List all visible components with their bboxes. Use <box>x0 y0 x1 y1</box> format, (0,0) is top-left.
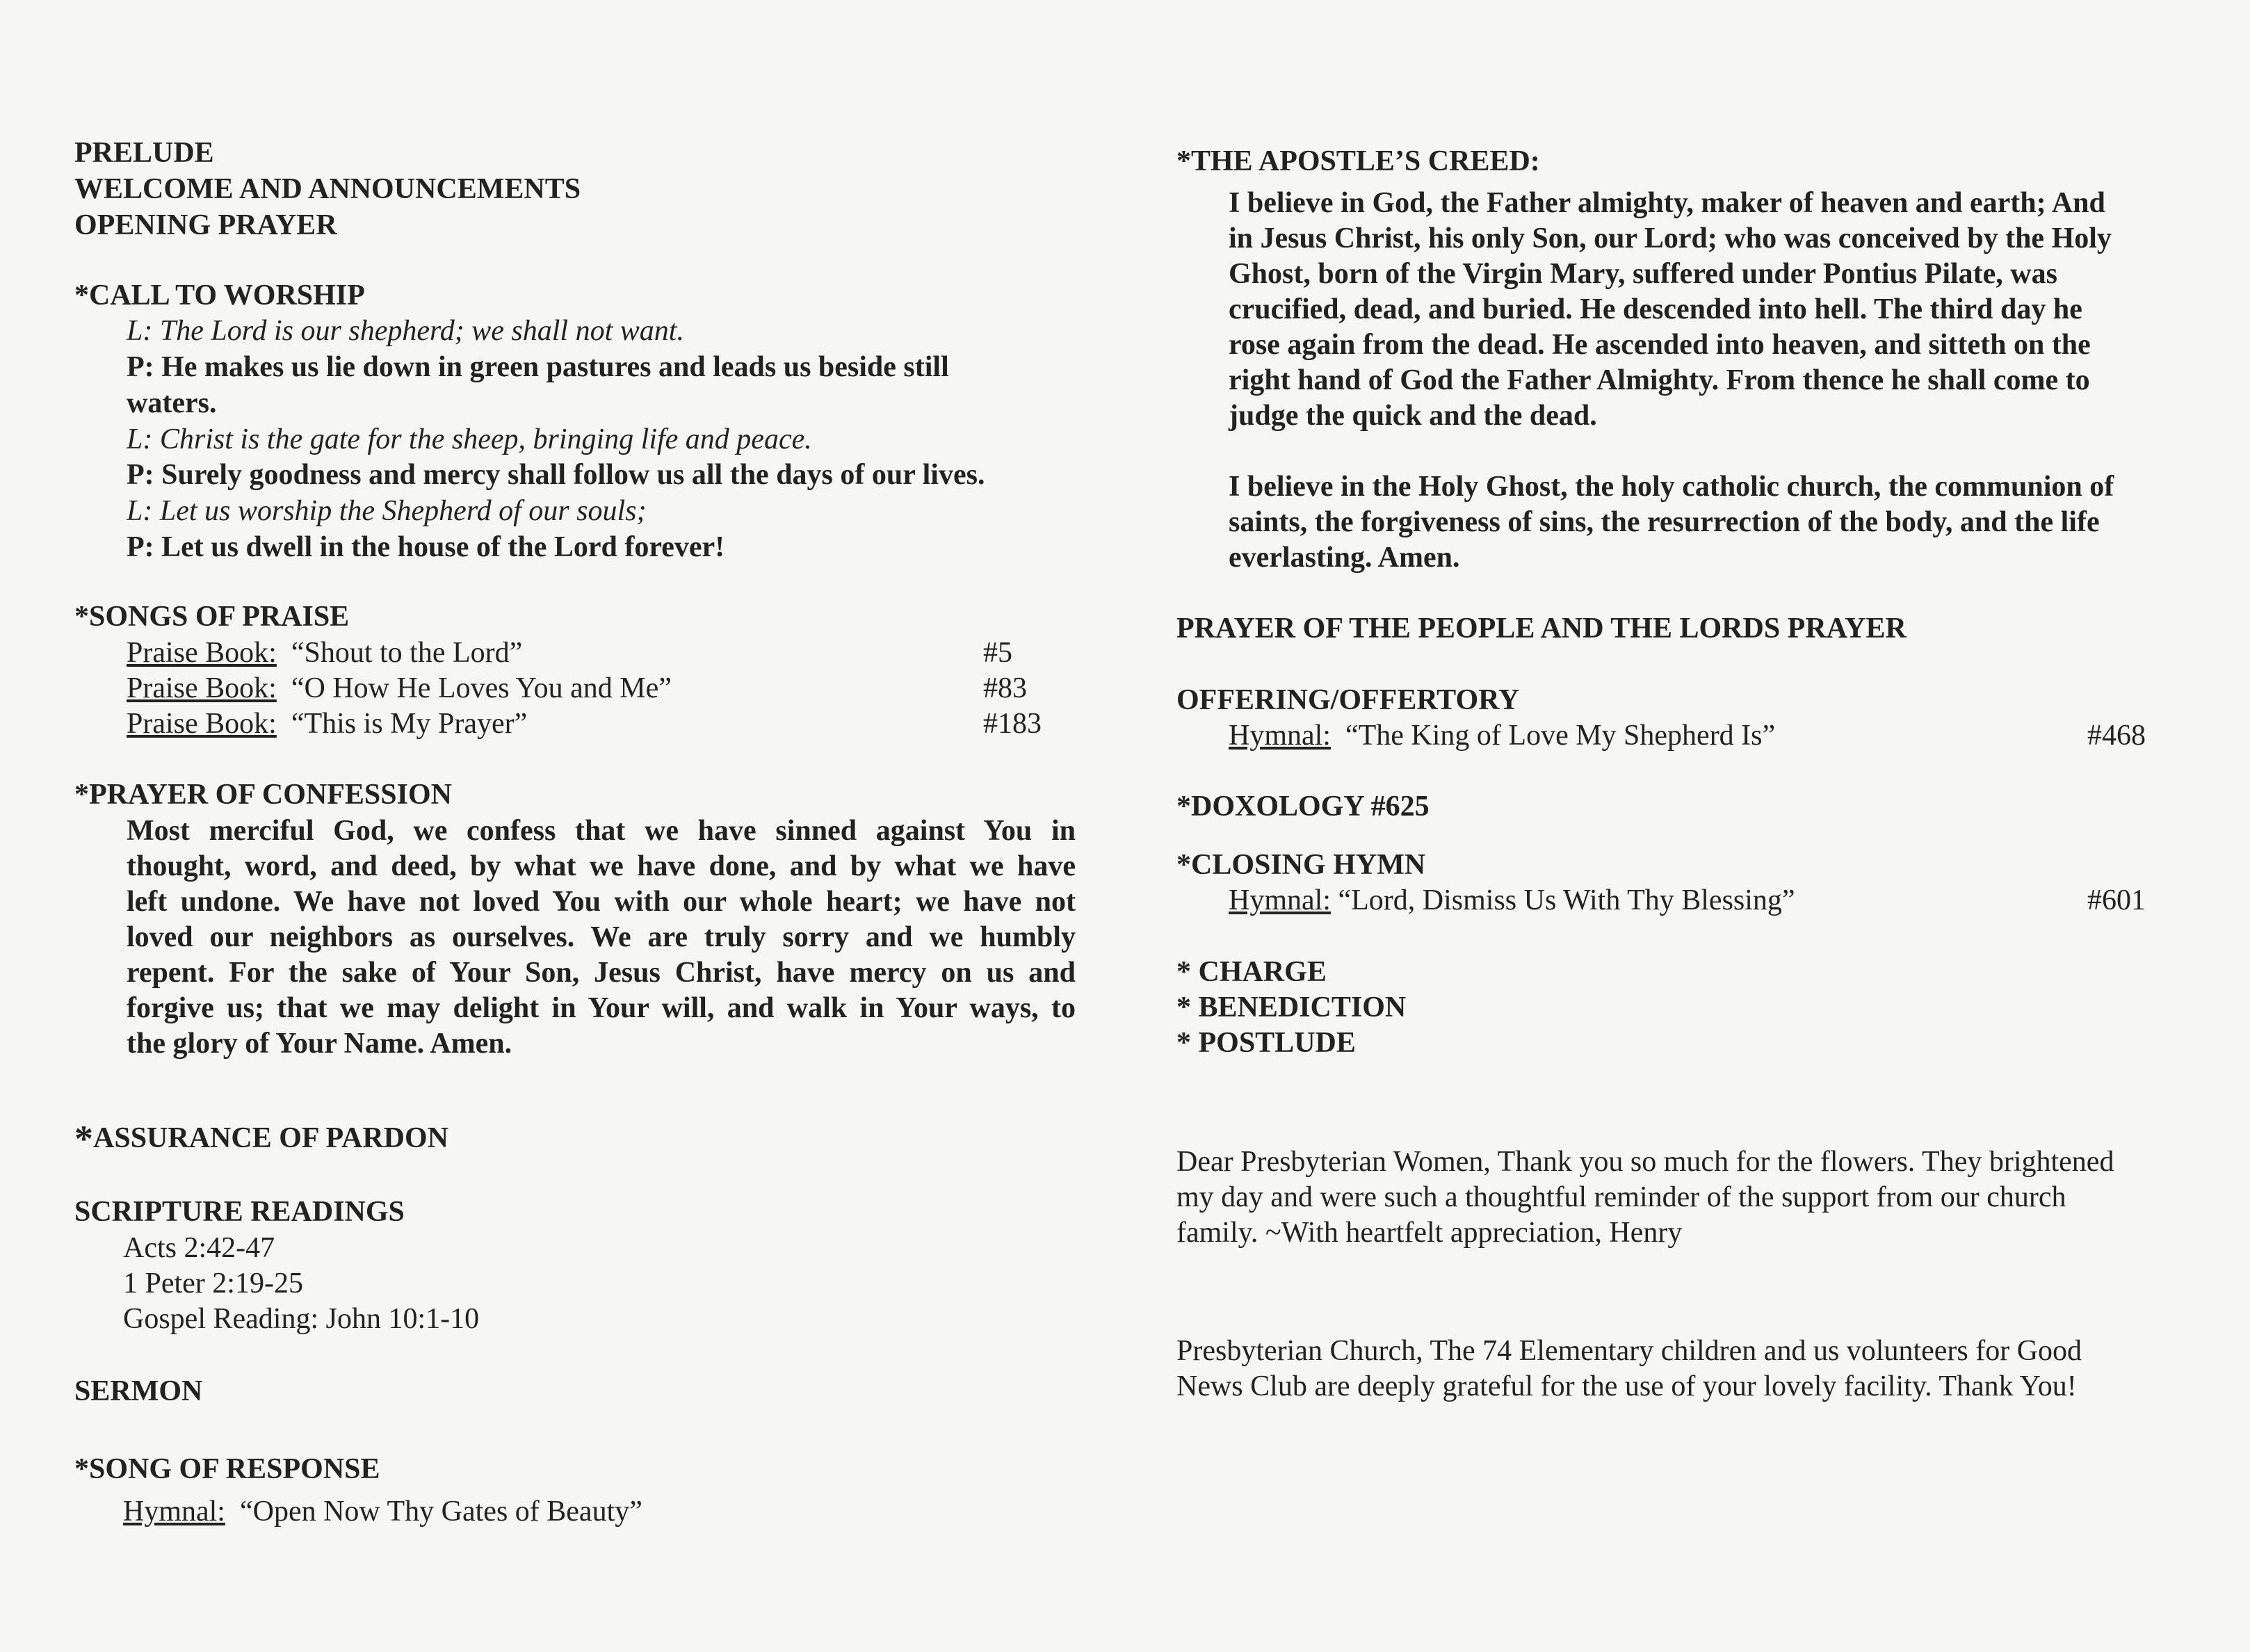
confession-line: loved our neighbors as ourselves. We are truly sorry and we humbly <box>127 921 1076 953</box>
praise-song-row <box>127 635 522 670</box>
closing-hymn-heading: *CLOSING HYMN <box>1176 849 1426 881</box>
confession-line: the glory of Your Name. Amen. <box>127 1028 512 1060</box>
scripture-reading: Gospel Reading: John 10:1-10 <box>123 1303 480 1335</box>
leader-line-3: L: Let us worship the Shepherd of our souls; <box>127 495 647 527</box>
prayer-of-people-heading: PRAYER OF THE PEOPLE AND THE LORDS PRAYER <box>1176 613 1907 645</box>
praise-song-number: #83 <box>983 672 1027 704</box>
people-line-1b: waters. <box>127 387 217 419</box>
doxology-heading: *DOXOLOGY #625 <box>1176 791 1430 823</box>
creed-line: rose again from the dead. He ascended into heaven, and sitteth on the <box>1229 329 2091 361</box>
hymnal-label: Hymnal: <box>1229 884 1331 916</box>
call-to-worship-heading: *CALL TO WORSHIP <box>74 280 365 311</box>
songs-of-praise-heading: *SONGS OF PRAISE <box>74 601 350 633</box>
benediction-heading: * BENEDICTION <box>1176 991 1407 1023</box>
response-hymn-row <box>123 1494 642 1529</box>
thank-you-note-line: family. ~With heartfelt appreciation, Henry <box>1176 1217 1683 1249</box>
confession-line: forgive us; that we may delight in Your will, and walk in Your ways, to <box>127 992 1076 1024</box>
scripture-reading: Acts 2:42-47 <box>123 1232 275 1264</box>
creed-line: judge the quick and the dead. <box>1229 400 1597 432</box>
praise-song-title: “O How He Loves You and Me” <box>291 672 672 704</box>
praise-book-label: Praise Book: <box>127 637 277 669</box>
confession-heading: *PRAYER OF CONFESSION <box>74 779 452 811</box>
scripture-reading: 1 Peter 2:19-25 <box>123 1268 303 1299</box>
assurance-star: * <box>74 1118 93 1160</box>
closing-hymn-number: #601 <box>2087 884 2146 916</box>
hymnal-label: Hymnal: <box>123 1496 225 1528</box>
creed-line: I believe in the Holy Ghost, the holy catholic church, the communion of <box>1229 471 2114 503</box>
offering-hymn-number: #468 <box>2087 720 2146 752</box>
people-line-3: P: Let us dwell in the house of the Lord forever! <box>127 531 725 563</box>
people-line-2: P: Surely goodness and mercy shall follow us all the days of our lives. <box>127 459 985 491</box>
creed-line: saints, the forgiveness of sins, the resurrection of the body, and the life <box>1229 506 2100 538</box>
thank-you-note-line: Dear Presbyterian Women, Thank you so much for the flowers. They brightened <box>1176 1146 2114 1178</box>
praise-song-row <box>127 671 672 706</box>
confession-line: left undone. We have not loved You with our whole heart; we have not <box>127 886 1076 918</box>
praise-song-title: “Shout to the Lord” <box>291 637 523 669</box>
postlude-heading: * POSTLUDE <box>1176 1027 1356 1059</box>
praise-song-number: #5 <box>983 637 1012 669</box>
creed-heading: *THE APOSTLE’S CREED: <box>1176 145 1540 177</box>
leader-line-2: L: Christ is the gate for the sheep, bringing life and peace. <box>127 423 812 455</box>
creed-line: Ghost, born of the Virgin Mary, suffered under Pontius Pilate, was <box>1229 258 2057 290</box>
charge-heading: * CHARGE <box>1176 956 1327 988</box>
response-hymn-title: “Open Now Thy Gates of Beauty” <box>239 1496 642 1528</box>
welcome-heading: WELCOME AND ANNOUNCEMENTS <box>74 173 581 205</box>
offering-heading: OFFERING/OFFERTORY <box>1176 684 1520 716</box>
scripture-heading: SCRIPTURE READINGS <box>74 1196 405 1228</box>
praise-song-row <box>127 706 527 741</box>
offering-hymn-title: “The King of Love My Shepherd Is” <box>1345 720 1776 752</box>
closing-hymn-row <box>1229 883 1795 918</box>
praise-song-title: “This is My Prayer” <box>291 708 528 740</box>
creed-line: right hand of God the Father Almighty. From thence he shall come to <box>1229 364 2090 396</box>
good-news-club-note-line: Presbyterian Church, The 74 Elementary children and us volunteers for Good <box>1176 1335 2082 1367</box>
song-of-response-heading: *SONG OF RESPONSE <box>74 1453 380 1485</box>
people-line-1a: P: He makes us lie down in green pastures and leads us beside still <box>127 351 949 383</box>
closing-hymn-title: “Lord, Dismiss Us With Thy Blessing” <box>1338 884 1795 916</box>
good-news-club-note-line: News Club are deeply grateful for the use of your lovely facility. Thank You! <box>1176 1370 2077 1402</box>
praise-book-label: Praise Book: <box>127 672 277 704</box>
thank-you-note-line: my day and were such a thoughtful reminder of the support from our church <box>1176 1181 2066 1213</box>
creed-line: in Jesus Christ, his only Son, our Lord; who was conceived by the Holy <box>1229 222 2112 254</box>
assurance-heading <box>74 1118 449 1160</box>
creed-line: I believe in God, the Father almighty, maker of heaven and earth; And <box>1229 187 2105 219</box>
praise-book-label: Praise Book: <box>127 708 277 740</box>
sermon-heading: SERMON <box>74 1375 203 1407</box>
creed-line: everlasting. Amen. <box>1229 542 1460 574</box>
confession-line: repent. For the sake of Your Son, Jesus Christ, have mercy on us and <box>127 957 1076 989</box>
confession-line: thought, word, and deed, by what we have done, and by what we have <box>127 850 1076 882</box>
leader-line-1: L: The Lord is our shepherd; we shall not want. <box>127 315 684 347</box>
prelude-heading: PRELUDE <box>74 137 214 169</box>
confession-line: Most merciful God, we confess that we have sinned against You in <box>127 815 1076 847</box>
praise-song-number: #183 <box>983 708 1042 740</box>
hymnal-label: Hymnal: <box>1229 720 1331 752</box>
offering-hymn-row <box>1229 718 1775 753</box>
creed-line: crucified, dead, and buried. He descended into hell. The third day he <box>1229 293 2082 325</box>
assurance-label: ASSURANCE OF PARDON <box>93 1122 449 1154</box>
opening-prayer-heading: OPENING PRAYER <box>74 209 337 241</box>
